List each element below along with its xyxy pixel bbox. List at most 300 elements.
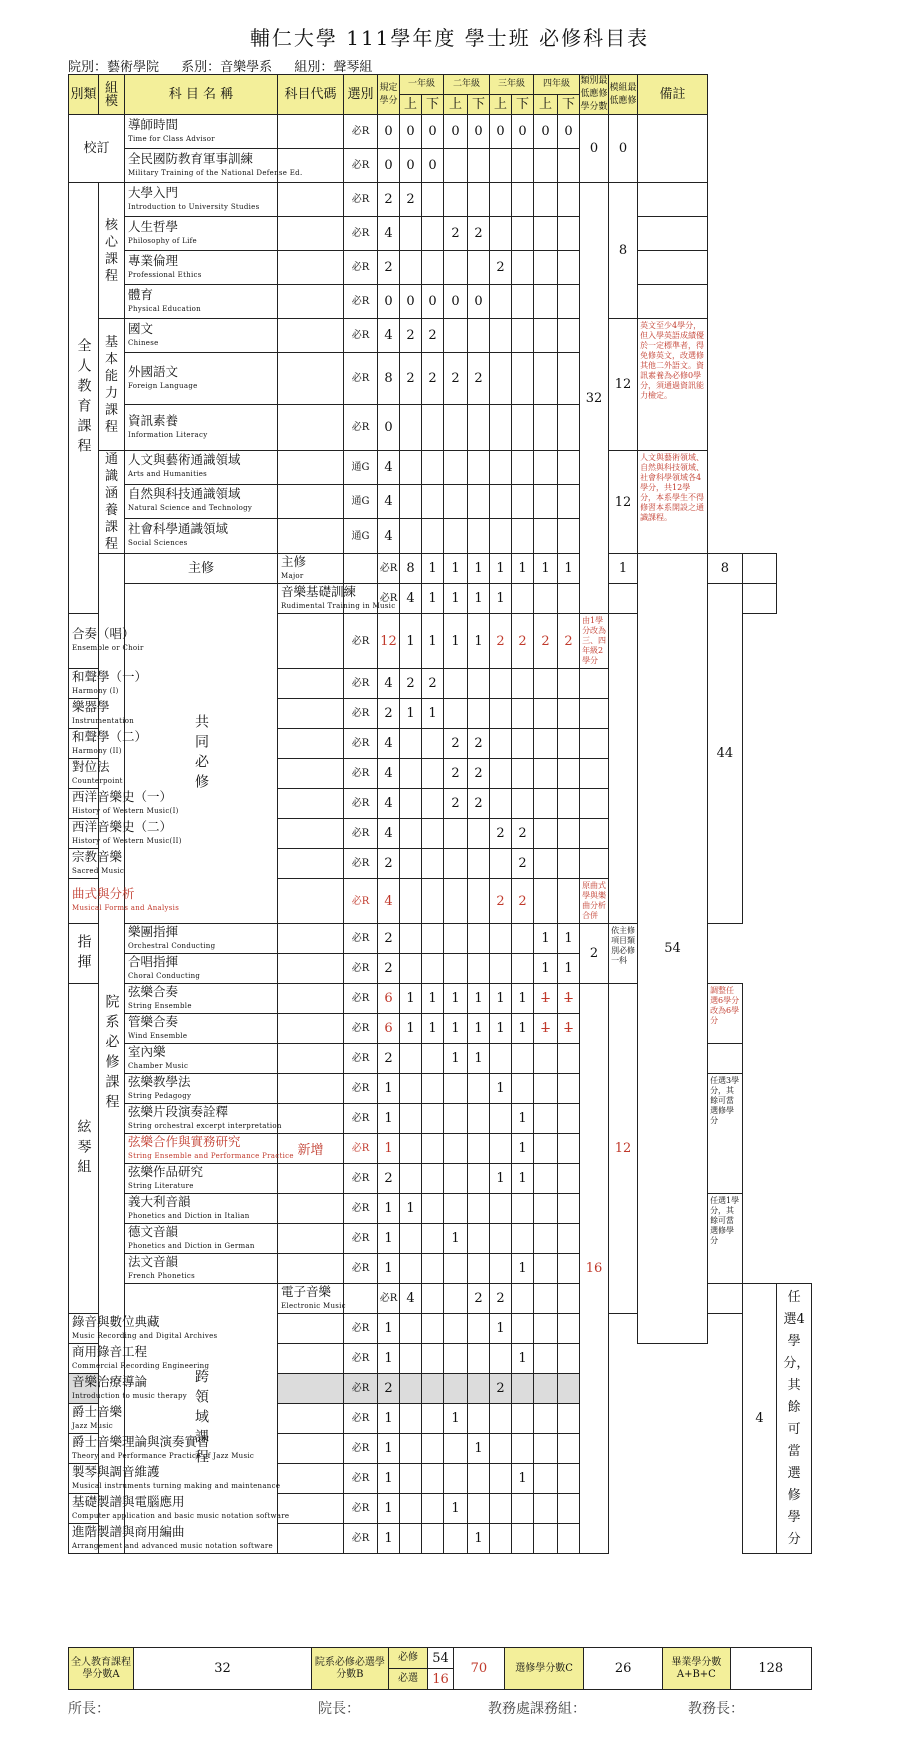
semester-credit (534, 319, 558, 353)
course-name (278, 1284, 344, 1314)
module-strings-text: 絃琴組 (75, 1118, 92, 1179)
semester-credit (558, 519, 580, 554)
course-type: 必R (344, 669, 378, 699)
semester-credit: 1 (512, 1254, 534, 1284)
course-name (125, 149, 303, 183)
course-name (69, 728, 148, 759)
course-name (125, 1103, 282, 1134)
semester-credit (444, 405, 468, 451)
semester-credit (422, 819, 444, 849)
semester-credit (422, 1434, 444, 1464)
semester-credit (444, 251, 468, 285)
semester-credit (444, 1284, 468, 1314)
semester-credit (400, 1434, 422, 1464)
header-sem: 下 (558, 95, 580, 115)
summary-b-sel-label: 必選 (388, 1669, 428, 1690)
course-name-en: Computer application and basic music notation software (72, 1511, 290, 1520)
semester-credit (534, 1404, 558, 1434)
course-name-en: Major (281, 571, 304, 580)
dept-label: 系別：音樂學系 (181, 60, 273, 75)
semester-credit: 0 (400, 115, 422, 149)
semester-credit (468, 519, 490, 554)
semester-credit (534, 1434, 558, 1464)
semester-credit (422, 1134, 444, 1164)
semester-credit (558, 1164, 580, 1194)
semester-credit (490, 729, 512, 759)
semester-credit (558, 1104, 580, 1134)
semester-credit: 2 (490, 879, 512, 924)
semester-credit: 1 (534, 924, 558, 954)
semester-credit (534, 451, 558, 485)
course-name-zh: 專業倫理 (128, 252, 179, 268)
course-name (125, 451, 278, 485)
summary-b-total: 70 (453, 1648, 504, 1690)
semester-credit (534, 1194, 558, 1224)
semester-credit (400, 1224, 422, 1254)
semester-credit (512, 1044, 534, 1074)
semester-credit (444, 1524, 468, 1554)
semester-credit (468, 183, 490, 217)
semester-credit (558, 251, 580, 285)
course-name (69, 1523, 273, 1554)
semester-credit (558, 759, 580, 789)
semester-credit (512, 1434, 534, 1464)
semester-credit (422, 451, 444, 485)
semester-credit (422, 1344, 444, 1374)
course-name-zh: 和聲學（二） (72, 728, 148, 744)
semester-credit (512, 1224, 534, 1254)
semester-credit (468, 1464, 490, 1494)
course-name-zh: 外國語文 (128, 363, 179, 379)
course-name (69, 818, 182, 849)
course-credits: 2 (378, 954, 400, 984)
semester-credit (422, 519, 444, 554)
semester-credit (558, 1254, 580, 1284)
note-cross: 任選4學分，其餘可當選修學分 (777, 1284, 812, 1554)
semester-credit (468, 251, 490, 285)
semester-credit (400, 759, 422, 789)
semester-credit (400, 251, 422, 285)
semester-credit (400, 451, 422, 485)
semester-credit (534, 217, 558, 251)
semester-credit: 1 (534, 554, 558, 584)
semester-credit (512, 217, 534, 251)
course-credits: 1 (378, 1344, 400, 1374)
course-credits: 1 (378, 1254, 400, 1284)
course-name-en: Harmony (I) (72, 686, 119, 695)
semester-credit: 1 (444, 1494, 468, 1524)
course-credits: 1 (378, 1434, 400, 1464)
semester-credit: 1 (468, 984, 490, 1014)
course-name-zh: 西洋音樂史（一） (72, 788, 173, 804)
course-name-zh: 弦樂合作與實務研究 (128, 1133, 241, 1149)
course-type: 必R (344, 1314, 378, 1344)
course-name-en: Professional Ethics (128, 270, 202, 279)
course-type: 必R (344, 1404, 378, 1434)
semester-credit: 1 (468, 1044, 490, 1074)
course-code (344, 554, 378, 584)
semester-credit (468, 1314, 490, 1344)
semester-credit (490, 1524, 512, 1554)
semester-credit: 1 (534, 954, 558, 984)
semester-credit (422, 217, 444, 251)
course-credits: 1 (378, 1104, 400, 1134)
summary-b-sel-value: 16 (428, 1669, 454, 1690)
semester-credit (444, 1164, 468, 1194)
course-name (125, 1254, 278, 1284)
semester-credit (512, 1404, 534, 1434)
course-credits: 2 (378, 699, 400, 729)
course-name-en: Jazz Music (72, 1421, 114, 1430)
course-name (125, 1224, 278, 1254)
course-name (125, 115, 278, 149)
table-row (69, 217, 812, 251)
course-type: 必R (344, 1344, 378, 1374)
semester-credit (490, 1134, 512, 1164)
course-name (69, 1493, 290, 1524)
course-name-zh: 商用錄音工程 (72, 1343, 148, 1359)
course-name-en: Arrangement and advanced music notation software (72, 1541, 273, 1550)
course-table (68, 74, 812, 1554)
table-row (69, 285, 812, 319)
module-basic: 基本能力課程 (99, 319, 125, 451)
semester-credit (558, 1314, 580, 1344)
semester-credit: 2 (444, 729, 468, 759)
semester-credit (534, 405, 558, 451)
semester-credit: 1 (422, 554, 444, 584)
semester-credit: 0 (422, 285, 444, 319)
category-min: 32 (580, 183, 609, 614)
course-name-zh: 進階製譜與商用編曲 (72, 1523, 185, 1539)
semester-credit: 0 (558, 115, 580, 149)
semester-credit: 2 (422, 669, 444, 699)
page-title: 輔仁大學 111學年度 學士班 必修科目表 (249, 26, 650, 50)
semester-credit (444, 319, 468, 353)
header-year4: 四年級 (534, 75, 580, 95)
course-code (278, 669, 344, 699)
course-type: 必R (344, 1104, 378, 1134)
course-name-en: Counterpoint (72, 776, 123, 785)
course-name-en: Ensemble or Choir (72, 644, 144, 652)
course-name (125, 1074, 278, 1104)
course-code (278, 984, 344, 1014)
category-min: 0 (580, 115, 609, 183)
course-type: 必R (344, 759, 378, 789)
course-name-zh: 國文 (128, 320, 154, 336)
semester-credit (558, 1524, 580, 1554)
course-credits: 1 (378, 1464, 400, 1494)
course-name (69, 698, 135, 729)
course-type: 必R (344, 819, 378, 849)
semester-credit (558, 217, 580, 251)
semester-credit (444, 924, 468, 954)
semester-credit: 0 (534, 115, 558, 149)
semester-credit (400, 1044, 422, 1074)
semester-credit (558, 1434, 580, 1464)
course-name (125, 183, 278, 217)
signature-director: 所長： (68, 1701, 110, 1717)
semester-credit: 2 (512, 849, 534, 879)
course-credits: 1 (378, 1314, 400, 1344)
course-name-en: Chinese (128, 338, 159, 347)
semester-credit (422, 484, 444, 519)
summary-a-value: 32 (134, 1648, 312, 1690)
course-type: 必R (344, 1014, 378, 1044)
course-credits: 4 (378, 484, 400, 519)
semester-credit (490, 285, 512, 319)
semester-credit: 2 (468, 759, 490, 789)
note-empty (580, 819, 609, 849)
semester-credit (468, 149, 490, 183)
semester-credit (422, 789, 444, 819)
course-credits: 4 (378, 519, 400, 554)
module-min: 12 (609, 451, 638, 554)
semester-credit (490, 1404, 512, 1434)
semester-credit: 2 (400, 183, 422, 217)
semester-credit: 1 (468, 584, 490, 614)
semester-credit (534, 251, 558, 285)
course-code (278, 451, 344, 485)
semester-credit (444, 1314, 468, 1344)
semester-credit: 1 (490, 1014, 512, 1044)
semester-credit (534, 699, 558, 729)
course-name-zh: 主修 (281, 553, 307, 569)
note-empty (638, 183, 708, 217)
semester-credit: 0 (422, 149, 444, 183)
semester-credit (558, 1194, 580, 1224)
semester-credit (558, 1074, 580, 1104)
course-credits: 12 (378, 614, 400, 669)
module-core: 核心課程 (99, 183, 125, 319)
semester-credit: 1 (468, 1434, 490, 1464)
course-name-zh: 德文音韻 (128, 1223, 179, 1239)
semester-credit: 1 (558, 954, 580, 984)
semester-credit: 1 (490, 584, 512, 614)
course-code (278, 924, 344, 954)
semester-credit (400, 1374, 422, 1404)
semester-credit: 1 (400, 1194, 422, 1224)
course-code (278, 1164, 344, 1194)
semester-credit (400, 1464, 422, 1494)
semester-credit (400, 519, 422, 554)
course-credits: 0 (378, 405, 400, 451)
semester-credit (490, 849, 512, 879)
course-name (125, 954, 278, 984)
semester-credit (534, 1284, 558, 1314)
course-name-zh: 錄音與數位典藏 (72, 1313, 160, 1329)
semester-credit (422, 1164, 444, 1194)
semester-credit (512, 183, 534, 217)
course-type: 必R (344, 1044, 378, 1074)
semester-credit (468, 319, 490, 353)
note-phonetics: 任選1學分，其餘可當選修學分 (708, 1194, 743, 1284)
semester-credit: 2 (468, 353, 490, 405)
course-name (69, 788, 179, 819)
semester-credit: 2 (490, 251, 512, 285)
semester-credit: 2 (400, 319, 422, 353)
semester-credit (400, 1254, 422, 1284)
module-min: 2 (580, 924, 609, 984)
course-name-en: Wind Ensemble (128, 1031, 188, 1040)
semester-credit (444, 1344, 468, 1374)
semester-credit: 1 (422, 984, 444, 1014)
header-sem: 上 (400, 95, 422, 115)
course-type: 必R (344, 1374, 378, 1404)
module-cross-text: 跨領域課程 (193, 1368, 209, 1469)
semester-credit (468, 451, 490, 485)
semester-credit (422, 1404, 444, 1434)
course-credits: 4 (378, 669, 400, 699)
semester-credit: 2 (490, 614, 512, 669)
semester-credit (558, 405, 580, 451)
course-credits: 4 (378, 879, 400, 924)
semester-credit (468, 1194, 490, 1224)
note-strings-ens: 調整任選6學分改為6學分 (708, 984, 743, 1044)
semester-credit (558, 149, 580, 183)
semester-credit: 1 (512, 1164, 534, 1194)
course-name (125, 285, 278, 319)
course-name (69, 1313, 218, 1344)
course-name (69, 1403, 123, 1434)
semester-credit: 1 (558, 1014, 580, 1044)
semester-credit: 1 (400, 1014, 422, 1044)
course-code (278, 519, 344, 554)
semester-credit (444, 1464, 468, 1494)
course-name (69, 758, 123, 789)
course-credits: 4 (378, 319, 400, 353)
course-code (278, 789, 344, 819)
course-type: 必R (344, 699, 378, 729)
semester-credit (512, 729, 534, 759)
semester-credit (534, 584, 558, 614)
course-name (125, 1014, 278, 1044)
semester-credit (534, 669, 558, 699)
semester-credit (534, 1344, 558, 1374)
course-type: 必R (344, 1134, 378, 1164)
semester-credit (444, 879, 468, 924)
course-credits: 6 (378, 984, 400, 1014)
semester-credit (444, 954, 468, 984)
semester-credit (400, 1524, 422, 1554)
course-name-zh: 樂器學 (72, 698, 110, 714)
semester-credit (490, 1494, 512, 1524)
semester-credit (422, 183, 444, 217)
note-basic: 英文至少4學分，但入學英語成績優於一定標準者，得免修英文，改選修其他二外語文。資訊素養為必修0學分，須通過資訊能力檢定。 (638, 319, 708, 451)
semester-credit: 1 (422, 614, 444, 669)
course-type: 必R (378, 584, 400, 614)
note-empty (638, 217, 708, 251)
course-name (69, 1463, 281, 1494)
semester-credit (490, 669, 512, 699)
course-name-en: Physical Education (128, 304, 201, 313)
note-empty (580, 849, 609, 879)
semester-credit: 0 (468, 285, 490, 319)
semester-credit (708, 1284, 743, 1314)
section-school: 校訂 (69, 115, 125, 183)
header-year1: 一年級 (400, 75, 444, 95)
semester-credit (512, 1374, 534, 1404)
semester-credit: 1 (444, 554, 468, 584)
semester-credit: 2 (400, 669, 422, 699)
course-code (278, 405, 344, 451)
semester-credit (512, 789, 534, 819)
semester-credit (422, 954, 444, 984)
course-credits: 2 (378, 924, 400, 954)
course-code (278, 729, 344, 759)
semester-credit (512, 1074, 534, 1104)
course-name (125, 319, 278, 353)
course-code: 新增 (278, 1134, 344, 1164)
semester-credit: 0 (444, 115, 468, 149)
semester-credit (490, 484, 512, 519)
module-min: 8 (609, 183, 638, 319)
course-type: 必R (378, 554, 400, 584)
semester-credit (490, 1194, 512, 1224)
semester-credit (534, 729, 558, 759)
semester-credit (444, 1434, 468, 1464)
course-name-en: Harmony (II) (72, 746, 122, 755)
semester-credit: 2 (512, 819, 534, 849)
semester-credit: 1 (490, 554, 512, 584)
semester-credit (400, 954, 422, 984)
semester-credit (490, 353, 512, 405)
semester-credit (558, 789, 580, 819)
semester-credit: 2 (468, 1284, 490, 1314)
semester-credit (609, 584, 638, 614)
course-credits: 4 (378, 217, 400, 251)
semester-credit (422, 879, 444, 924)
table-row (69, 451, 812, 485)
module-min: 12 (609, 984, 638, 1314)
course-name-zh: 弦樂片段演奏詮釋 (128, 1103, 229, 1119)
course-code (278, 1434, 344, 1464)
semester-credit (444, 849, 468, 879)
course-name-zh: 弦樂教學法 (128, 1073, 191, 1089)
semester-credit (558, 451, 580, 485)
note-empty (638, 285, 708, 319)
course-type: 必R (344, 1074, 378, 1104)
course-type: 必R (344, 1224, 378, 1254)
semester-credit: 2 (400, 353, 422, 405)
course-name-en: Information Literacy (128, 430, 208, 439)
semester-credit (490, 1254, 512, 1284)
semester-credit (534, 819, 558, 849)
semester-credit (512, 149, 534, 183)
semester-credit: 1 (490, 984, 512, 1014)
semester-credit (400, 819, 422, 849)
semester-credit (534, 849, 558, 879)
course-code (278, 759, 344, 789)
course-code (278, 183, 344, 217)
semester-credit (468, 669, 490, 699)
header-course-code: 科目代碼 (278, 75, 344, 115)
course-name-zh: 人文與藝術通識領域 (128, 452, 241, 468)
semester-credit (534, 1224, 558, 1254)
semester-credit (534, 1524, 558, 1554)
course-type: 必R (344, 789, 378, 819)
course-type: 必R (344, 849, 378, 879)
semester-credit: 1 (468, 554, 490, 584)
course-code (278, 849, 344, 879)
course-name-zh: 音樂基礎訓練 (281, 583, 357, 599)
semester-credit (468, 405, 490, 451)
course-code (278, 1254, 344, 1284)
course-name-en: Musical instruments turning making and maintenance (72, 1481, 281, 1490)
course-code (278, 954, 344, 984)
course-code (278, 1074, 344, 1104)
note-empty (638, 115, 708, 183)
semester-credit (534, 353, 558, 405)
